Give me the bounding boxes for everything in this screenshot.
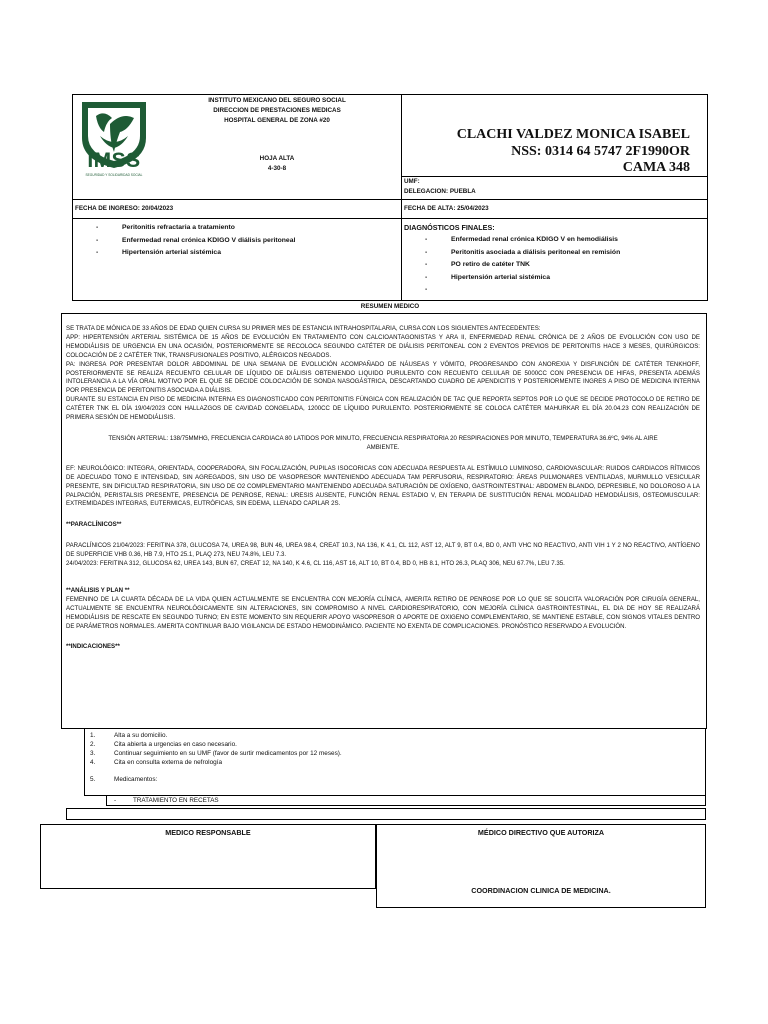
indication-item: 2. Cita abierta a urgencias en caso necesario. xyxy=(90,741,237,748)
indications-title: **INDICACIONES** xyxy=(66,643,120,651)
medico-directivo-label: MÉDICO DIRECTIVO QUE AUTORIZA xyxy=(477,828,605,837)
final-diagnoses-list xyxy=(425,236,705,286)
diagnoses-bottom-border xyxy=(72,300,708,301)
final-diagnosis-item: - PO retiro de catéter TNK xyxy=(425,261,705,270)
header-right-border xyxy=(707,94,708,301)
medication-text: TRATAMIENTO EN RECETAS xyxy=(133,797,219,804)
hospital-name: HOSPITAL GENERAL DE ZONA #20 xyxy=(224,117,330,124)
document-code: 4-30-8 xyxy=(267,165,287,172)
indication-item: 5. Medicamentos: xyxy=(90,776,158,783)
labs-first: PARACLÍNICOS 21/04/2023: FERITINA 378, GLUCOSA 74, UREA 98, BUN 46, UREA 98.4, CREAT 10.3, NA 136, K 4.1, CL 112, AST 12, ALT 9, BT 0.4, BD 0, ANTI VHC NO REACTIVO, ANTI VIH 1 Y 2 NO REACTIVO, ANTÍGENO DE SUPERFICIE VHB 0.36, HB 7.9, HTO 25.1, PLAQ 273, NEU 74.8%, LEU 7.3. xyxy=(66,542,700,559)
admission-diagnosis-item: - Peritonitis refractaria a tratamiento xyxy=(96,224,396,233)
patient-bed: CAMA 348 xyxy=(622,160,690,175)
header-middle-divider xyxy=(401,94,402,301)
imss-logo xyxy=(76,98,152,190)
final-diagnosis-item: - Hipertensión arterial sistémica xyxy=(425,274,705,283)
summary-intro: SE TRATA DE MÓNICA DE 33 AÑOS DE EDAD QUIEN CURSA SU PRIMER MES DE ESTANCIA INTRAHOSPITALARIA, CURSA CON LOS SIGUIENTES ANTECEDENTES: xyxy=(66,325,541,332)
dates-bottom-border xyxy=(72,218,708,219)
admission-diagnosis-item: - Enfermedad renal crónica KDIGO V diálisis peritoneal xyxy=(96,237,396,246)
institute-name: INSTITUTO MEXICANO DEL SEGURO SOCIAL xyxy=(208,97,346,104)
summary-vitals: TENSIÓN ARTERIAL: 138/75MMHG, FRECUENCIA CARDIACA 80 LATIDOS POR MINUTO, FRECUENCIA RESPIRATORIA 20 RESPIRACIONES POR MINUTO, TEMPERATURA 36.6ºC, 94% AL AIRE AMBIENTE. xyxy=(108,434,658,451)
indications-list xyxy=(90,731,690,784)
labs-second: 24/04/2023: FERITINA 312, GLUCOSA 62, UREA 143, BUN 67, CREAT 12, NA 140, K 4.6, CL 116, AST 16, ALT 10, BT 0.4, BD 0, HB 8.1, HTO 26.3, PLAQ 306, NEU 67.7%, LEU 7.35. xyxy=(66,560,565,568)
coordinacion-label: COORDINACION CLINICA DE MEDICINA. xyxy=(471,886,611,895)
final-diagnosis-item: - Peritonitis asociada a diálisis peritoneal en remisión xyxy=(425,249,705,258)
final-diagnosis-item: - Enfermedad renal crónica KDIGO V en hemodiálisis xyxy=(425,236,705,245)
direction-name: DIRECCION DE PRESTACIONES MEDICAS xyxy=(213,107,341,114)
summary-body xyxy=(66,325,700,652)
medico-responsable-label: MEDICO RESPONSABLE xyxy=(165,828,251,837)
summary-app: APP: HIPERTENSIÓN ARTERIAL SISTÉMICA DE 15 AÑOS DE EVOLUCIÓN EN TRATAMIENTO CON CALCIOANTAGONISTAS Y ARA II, ENFERMEDAD RENAL CRÓNICA DE 2 AÑOS DE EVOLUCIÓN CON USO DE HEMODIÁLISIS DE URGENCIA EN UNA OCASIÓN, POSTERIORMENTE SE RECOLOCA SEGUNDO CATÉTER DE DIÁLISIS PERITONEAL CON 2 EVENTOS PREVIOS DE PERITONITIS HACE 3 MESES, QUIRÚRGICOS: COLOCACIÓN DE 2 CATÉTER TNK, TRANSFUSIONALES POSITIVO, ALÉRGICOS NEGADOS. xyxy=(66,333,700,359)
logo-text: IMSS xyxy=(87,149,141,172)
labs-title: **PARACLÍNICOS** xyxy=(66,521,122,529)
header-bottom-border xyxy=(72,199,708,200)
patient-name: CLACHI VALDEZ MONICA ISABEL xyxy=(456,127,690,142)
delegacion-label: DELEGACION: PUEBLA xyxy=(404,188,476,195)
patient-nss: NSS: 0314 64 5747 2F1990OR xyxy=(511,144,690,159)
indication-item: 1. Alta a su domicilio. xyxy=(90,732,168,739)
plan-text: FEMENINO DE LA CUARTA DÉCADA DE LA VIDA QUIEN ACTUALMENTE SE ENCUENTRA CON MEJORÍA CLÍNICA, AMERITA RETIRO DE PENROSE POR LO QUE SE SOLICITA VALORACIÓN POR CIRUGÍA GENERAL, ACTUALMENTE SE ENCUENTRA NEUROLÓGICAMENTE SIN ALTERACIONES, SIN COMPROMISO A NIVEL CARDIORESPIRATORIO, CON MEJORÍA CLÍNICA GASTROINTESTINAL, EL DIA DE HOY SE REALIZARÁ HEMODIÁLISIS DE RESCATE EN SEGUNDO TURNO; EN ESTE MOMENTO SIN REQUERIR APOYO VASOPRESOR O APORTE DE OXIGENO COMPLEMENTARIO, SE MANTIENE ESTABLE, CON SIGNOS VITALES DENTRO DE PARÁMETROS NORMALES. AMERITA CONTINUAR BAJO VIGILANCIA DE ESTADO HEMODINÁMICO. PACIENTE NO EXENTA DE COMPLICACIONES. PRONÓSTICO RESERVADO A EVOLUCIÓN. xyxy=(66,595,700,630)
umf-label: UMF: xyxy=(404,178,420,185)
summary-stay: DURANTE SU ESTANCIA EN PISO DE MEDICINA INTERNA ES DIAGNOSTICADO CON PERITONITIS FÚNGICA CON REALIZACIÓN DE TAC QUE REPORTA SEPTOS POR LO QUE SE DECIDE PROTOCOLO DE RETIRO DE CATÉTER TNK EL DÍA 19/04/2023 CON HALLAZGOS DE CAVIDAD CONGELADA, 1200CC DE LÍQUIDO PURULENTO. POSTERIORMENTE SE COLOCA CATÉTER MAHURKAR EL DÍA 20.04.23 CON REALIZACIÓN DE PRIMERA SESIÓN DE HEMODIÁLISIS. xyxy=(66,396,700,422)
umf-top-border xyxy=(401,176,707,177)
summary-title: RESUMEN MEDICO xyxy=(360,303,420,310)
admission-date: FECHA DE INGRESO: 20/04/2023 xyxy=(75,205,174,212)
plan-title: **ANÁLISIS Y PLAN ** xyxy=(66,586,130,594)
indication-item: 4. Cita en consulta externa de nefrología xyxy=(90,759,223,766)
blank-row xyxy=(66,808,706,820)
document-type: HOJA ALTA xyxy=(259,155,295,162)
discharge-date: FECHA DE ALTA: 25/04/2023 xyxy=(404,205,489,212)
summary-pa: PA: INGRESA POR PRESENTAR DOLOR ABDOMINAL DE UNA SEMANA DE EVOLUCIÓN ACOMPAÑADO DE NÁUSEAS Y VÓMITO, PROGRESANDO CON ANOREXIA Y DISFUNCIÓN DE CATÉTER TENKHOFF, POSTERIORMENTE SE REALIZA RECUENTO CELULAR DE LÍQUIDO DE DIÁLISIS OBTENIENDO LIQUIDO PURULENTO CON RECUENTO CELULAR DE 5000CC CON PRESENCIA DE HIFAS, PRESENTA ADEMÁS INTOLERANCIA A LA VÍA ORAL MOTIVO POR EL QUE SE DECIDE COLOCACIÓN DE SONDA NASOGÁSTRICA, DESCARTANDO CUADRO DE APENDICITIS Y POSTERIORMENTE INGRES A PISO DE MEDICINA INTERNA POR PRESENCIA DE PERITONITIS ASOCIADA A DIÁLISIS. xyxy=(66,360,700,395)
final-diagnoses-title: DIAGNÓSTICOS FINALES: xyxy=(404,223,495,232)
header-left-border xyxy=(72,94,73,301)
header-top-border xyxy=(72,94,708,95)
logo-subtext: SEGURIDAD Y SOLIDARIDAD SOCIAL xyxy=(85,173,143,177)
indication-item: 3. Continuar seguimiento en su UMF (favor de surtir medicamentos por 12 meses). xyxy=(90,750,342,757)
medication-dash: - xyxy=(114,797,117,804)
admission-diagnosis-item: - Hipertensión arterial sistémica xyxy=(96,249,396,258)
admission-diagnoses-list xyxy=(96,224,396,262)
summary-exam: EF: NEUROLÓGICO: INTEGRA, ORIENTADA, COOPERADORA, SIN FOCALIZACIÓN, PUPILAS ISOCORICAS CON ADECUADA RESPUESTA AL ESTÍMULO LUMINOSO, CARDIOVASCULAR: RUIDOS CARDIACOS RÍTMICOS DE ADECUADO TONO E INTENSIDAD, SIN AGREGADOS, SIN USO DE VASOPRESOR MANTENIENDO ADECUADA TAM PERFUSORIA, RESPIRATORIO: ÁREAS PULMONARES VENTILADAS, MURMULLO VESICULAR PRESENTE, SIN DIFICULTAD RESPIRATORIA, SIN USO DE O2 COMPLEMENTARIO MANTENIENDO ADECUADA SATURACIÓN DE OXÍGENO, GASTROINTESTINAL: ABDOMEN BLANDO, DEPRESIBLE, NO DOLOROSO A LA PALPACIÓN, PERISTALSIS PRESENTE, PRESENCIA DE PENROSE, RENAL: URESIS AUSENTE, FUNCIÓN RENAL ESTADIO V, EN TERAPIA DE SUSTITUCIÓN RENAL MODALIDAD HEMODIÁLISIS, OSTEOMUSCULAR: EXTREMIDADES INTEGRAS, EUTERMICAS, EUTRÓFICAS, SIN EDEMA, LLENADO CAPILAR 2S. xyxy=(66,464,700,508)
